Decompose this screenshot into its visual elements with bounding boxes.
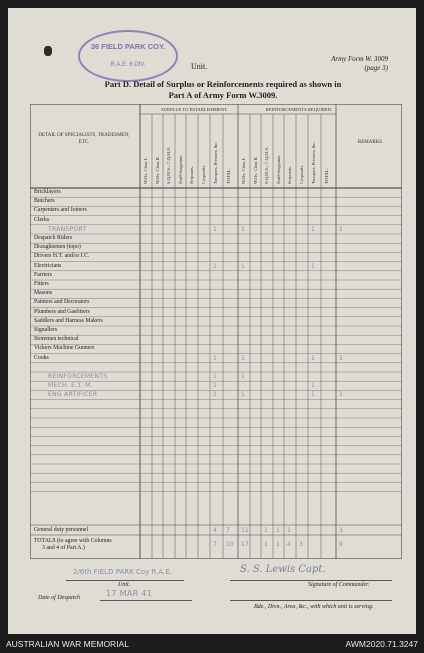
column-header: S.Q.M.S.; C.Q.M.S. — [264, 146, 269, 184]
form-number: Army Form W. 3009 — [331, 55, 388, 63]
reinforcements-group-header: REINFORCEMENTS REQUIRED. — [265, 107, 333, 112]
totals-label-2: 3 and 4 of Part A.) — [42, 545, 85, 551]
unit-label-bottom: Unit. — [118, 582, 131, 588]
form-page — [8, 8, 416, 634]
row-label: Farriers — [34, 271, 53, 278]
row-label: TRANSPORT — [48, 225, 87, 233]
page-title — [48, 79, 398, 101]
title-line-2: Part A of Army Form W.3009. — [168, 90, 278, 100]
column-header: Troopers, Privates, &c. — [213, 141, 218, 184]
unit-stamp — [78, 30, 178, 82]
tally-mark: 1 — [276, 541, 280, 548]
tally-mark: 17 — [241, 541, 249, 548]
row-label: ENG ARTIFICER — [48, 391, 98, 399]
despatch-label: Date of Despatch — [38, 595, 80, 601]
tally-mark: 1 — [311, 262, 315, 270]
title-line-1: Part D. Detail of Surplus or Reinforcements required as shown in — [104, 79, 342, 89]
signature-line — [230, 580, 392, 581]
column-header: W.Os. Class II. — [253, 156, 258, 184]
row-label: Cooks — [34, 354, 49, 361]
column-header: Corporals. — [299, 164, 304, 184]
tally-mark: 1 — [213, 225, 217, 233]
row-label: Drivers H.T. and/or I.C. — [34, 253, 90, 260]
detail-table — [30, 104, 402, 559]
tally-mark: 11 — [241, 527, 249, 534]
tally-mark: 1 — [276, 527, 280, 534]
tally-mark: 1 — [241, 354, 245, 362]
unit-line — [66, 580, 184, 581]
detail-column-header: DETAIL OF SPECIALISTS, TRADESMEN, ETC. — [38, 133, 130, 145]
tally-mark: 3 — [339, 527, 343, 534]
row-label: Draughtsmen (topo) — [34, 244, 81, 251]
commander-signature: S. S. Lewis Capt. — [240, 564, 326, 575]
column-header: W.Os. Class II. — [155, 156, 160, 184]
tally-mark: 7 — [226, 527, 230, 534]
column-header: S.Q.M.S.; C.Q.M.S. — [166, 146, 171, 184]
tally-mark: 1 — [213, 373, 217, 380]
tally-mark: 1 — [264, 541, 268, 548]
row-label: MECH. E.T. M. — [48, 382, 93, 390]
tally-mark: 10 — [226, 541, 234, 548]
tally-mark: 1 — [311, 225, 315, 233]
tally-mark: 1 — [241, 262, 245, 270]
column-header: W.Os. Class I. — [143, 157, 148, 184]
row-label: Vickers Machine Gunners — [34, 345, 95, 352]
row-label: Masons — [34, 290, 53, 297]
column-header: TOTAL. — [324, 168, 329, 184]
tally-mark: 3 — [299, 541, 303, 548]
row-label: REINFORCEMENTS — [48, 373, 108, 380]
row-label: Plumbers and Gasfitters — [34, 308, 90, 315]
archive-footer — [0, 636, 424, 653]
row-label: Carpenters and Joiners — [34, 207, 87, 214]
row-label: Butchers — [34, 198, 55, 205]
tally-mark: 1 — [339, 354, 343, 362]
tally-mark: 9 — [339, 541, 343, 548]
remarks-header: REMARKS — [357, 140, 383, 145]
column-header: Corporals. — [201, 164, 206, 184]
archive-id: AWM2020.71.3247 — [345, 639, 418, 649]
signature-label: Signature of Commander. — [308, 582, 370, 588]
tally-mark: 7 — [213, 541, 217, 548]
tally-mark: 1 — [213, 382, 217, 390]
unit-label-top: Unit. — [191, 62, 208, 71]
row-label: Clerks — [34, 216, 50, 223]
tally-mark: 1 — [339, 391, 343, 399]
row-label: Despatch Riders — [34, 235, 73, 241]
tally-mark: 1 — [213, 391, 217, 399]
despatch-date: 17 MAR 41 — [106, 589, 153, 598]
tally-mark: 1 — [311, 382, 315, 390]
tally-mark: 1 — [241, 373, 245, 380]
tally-mark: 1 — [264, 527, 268, 534]
tally-mark: 1 — [213, 354, 217, 362]
tally-mark: 1 — [311, 391, 315, 399]
totals-label: TOTALS (to agree with Columns — [34, 538, 112, 544]
tally-mark: 1 — [339, 225, 343, 233]
stamp-line-2: R.A.E. 6 DIV. — [110, 62, 146, 68]
stamp-line-1: 36 FIELD PARK COY. — [90, 42, 166, 51]
bde-line — [230, 600, 392, 601]
row-label: Saddlers and Harness Makers — [34, 317, 103, 324]
row-label: Signallers — [34, 327, 58, 333]
surplus-group-header: SURPLUS TO ESTABLISHMENT. — [161, 107, 228, 112]
tally-mark: 1 — [213, 262, 217, 270]
tally-mark: 4 — [287, 541, 291, 548]
row-label: Electricians — [34, 262, 62, 269]
row-label: Fitters — [34, 281, 49, 287]
column-header: Troopers, Privates, &c. — [311, 141, 316, 184]
column-header: W.Os. Class I. — [241, 157, 246, 184]
tally-mark: 1 — [241, 391, 245, 399]
row-label: Painters and Decorators — [34, 299, 90, 306]
despatch-line — [100, 600, 192, 601]
row-label: Storemen technical — [34, 336, 79, 343]
tally-mark: 1 — [241, 225, 245, 233]
column-header: Staff-Sergeants. — [276, 154, 281, 184]
unit-handwritten: 2/6th FIELD PARK Coy R.A.E. — [73, 568, 172, 576]
archive-name: AUSTRALIAN WAR MEMORIAL — [6, 639, 129, 649]
tally-mark: 1 — [311, 354, 315, 362]
column-header: Serjeants. — [287, 166, 292, 184]
column-header: Staff-Sergeants. — [178, 154, 183, 184]
column-header: TOTAL. — [226, 168, 231, 184]
tally-mark: 1 — [287, 527, 291, 534]
bde-label: Bde., Divn., Area, &c., with which unit is serving. — [254, 604, 374, 610]
tally-mark: 4 — [213, 527, 217, 534]
form-reference — [331, 55, 388, 73]
column-header: Serjeants. — [189, 166, 194, 184]
punch-hole — [44, 46, 52, 56]
row-label: Bricklayers — [34, 189, 61, 195]
page-number: (page 3) — [364, 64, 388, 72]
general-duty-label: General duty personnel — [34, 527, 89, 533]
